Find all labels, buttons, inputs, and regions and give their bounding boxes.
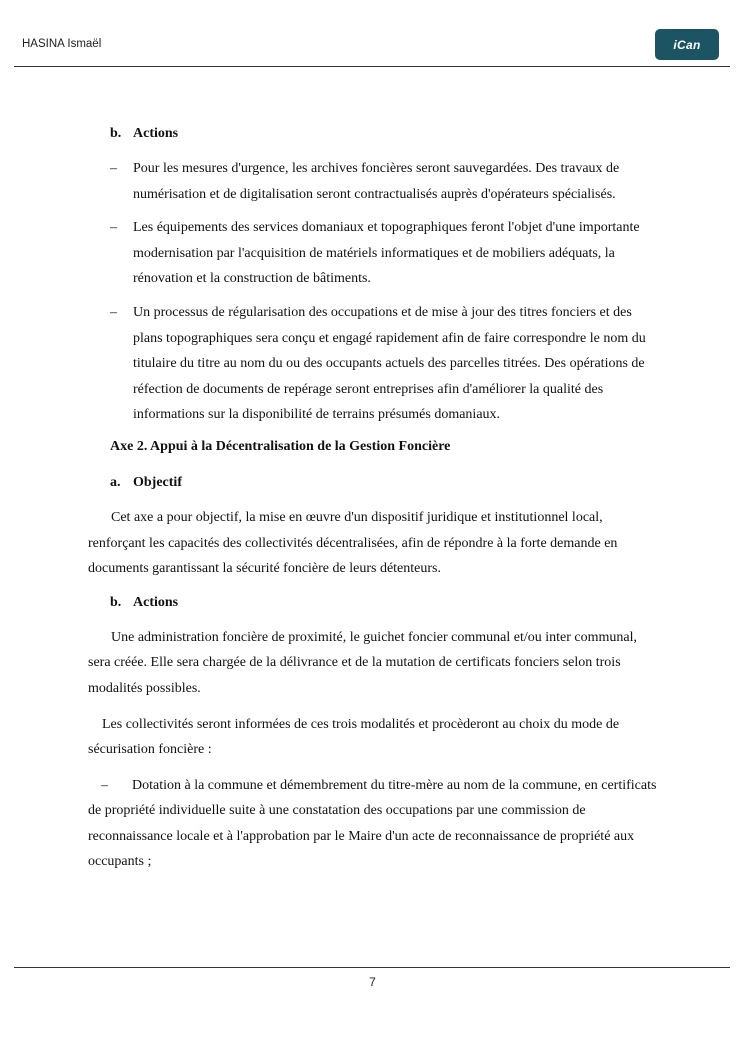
actions-paragraph: Une administration foncière de proximité, le guichet foncier communal et/ou inter communal, sera créée. Elle sera chargée de la délivrance et de la mutation de certificats fonciers selon trois modalités possibles. (88, 629, 637, 696)
header-author: HASINA Ismaël (22, 38, 102, 50)
list-item (88, 215, 658, 292)
section-title: Actions (133, 594, 179, 610)
section-marker: a. (110, 474, 121, 490)
section-heading-actions-2 (88, 593, 658, 613)
collectivites-paragraph: Les collectivités seront informées de ces trois modalités et procèderont au choix du mode de sécurisation foncière : (88, 716, 620, 758)
list-item-text: Un processus de régularisation des occupations et de mise à jour des titres fonciers et des plans topographiques sera conçu et engagé rapidement afin de faire correspondre le nom du titulaire du titre au nom du ou des occupants actuels des parcelles titrées. Des opérations de réfection de documents de repérage seront entreprises afin d'améliorer la qualité des informations sur la disponibilité de terrains présumés domaniaux. (133, 304, 646, 423)
list-item (88, 773, 658, 875)
footer-divider (14, 967, 730, 968)
section-heading-objectif (88, 473, 658, 493)
dash-bullet: – (101, 777, 108, 793)
list-item-text: Les équipements des services domaniaux et topographiques feront l'objet d'une importante modernisation par l'acquisition de matériels informatiques et de mobiliers adéquats, la rénovation et la construction de bâtiments. (133, 220, 640, 287)
page-number: 7 (369, 975, 376, 989)
list-item (88, 156, 658, 207)
header-divider (14, 66, 730, 67)
section-title: Objectif (133, 474, 182, 490)
list-item-text: Dotation à la commune et démembrement du titre-mère au nom de la commune, en certificats de propriété individuelle suite à une constatation des occupations par une commission de reconnaissance locale et à l'approbation par le Maire d'un acte de reconnaissance de propriété aux occupants ; (88, 777, 657, 870)
list-item (88, 300, 658, 428)
section-marker: b. (110, 126, 122, 141)
section-title: Actions (133, 126, 179, 141)
dash-bullet: – (110, 161, 117, 176)
list-item-text: Pour les mesures d'urgence, les archives foncières seront sauvegardées. Des travaux de numérisation et de digitalisation seront contractualisés auprès d'opérateurs spécialisés. (133, 161, 620, 202)
section-marker: b. (110, 594, 122, 610)
objectif-paragraph: Cet axe a pour objectif, la mise en œuvre d'un dispositif juridique et institutionnel local, renforçant les capacités des collectivités décentralisées, afin de répondre à la forte demande en documents garantissant la sécurité foncière de leurs détenteurs. (88, 509, 618, 577)
logo (655, 29, 719, 60)
axe-heading: Axe 2. Appui à la Décentralisation de la Gestion Foncière (110, 438, 451, 454)
document-body (88, 124, 658, 875)
dash-bullet: – (110, 304, 117, 320)
logo-text: iCan (673, 37, 701, 52)
section-heading-actions (88, 124, 658, 144)
dash-bullet: – (110, 220, 117, 236)
